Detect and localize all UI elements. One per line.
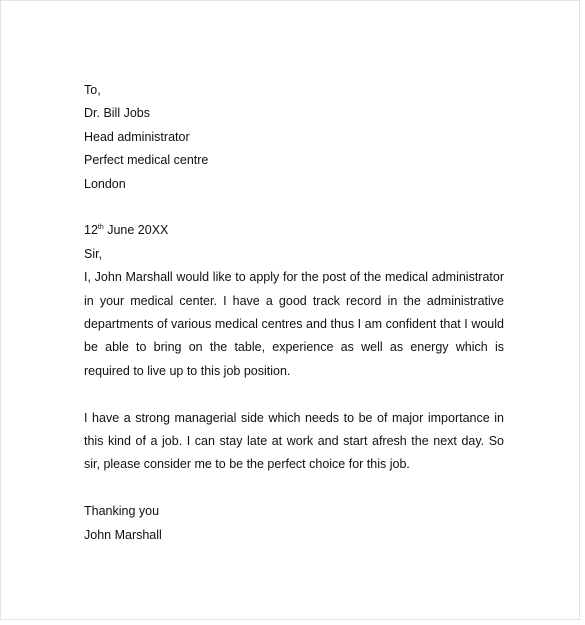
letter-date xyxy=(84,219,504,242)
signature: John Marshall xyxy=(84,527,162,542)
greeting: Sir, xyxy=(84,246,103,261)
body-paragraph-1 xyxy=(84,266,504,383)
spacer xyxy=(84,477,504,500)
salutation-to: To, xyxy=(84,83,101,97)
body-paragraph-text: I, John Marshall would like to apply for the post of the medical administrator in your medical center. I have a good track record in the administrative departments of various medical centres and thus I am confident that I would be able to bring on the table, experience as well as energy which is required to live up to this job position. xyxy=(84,270,504,378)
date-rest: June 20XX xyxy=(103,223,169,238)
spacer xyxy=(84,383,504,406)
recipient-title: Head administrator xyxy=(84,129,190,144)
body-paragraph-2 xyxy=(84,407,504,477)
date-suffix: th xyxy=(97,224,104,232)
spacer xyxy=(84,196,504,219)
closing: Thanking you xyxy=(84,504,160,519)
body-paragraph-text: I have a strong managerial side which needs to be of major importance in this kind of a job. I can stay late at work and start afresh the next day. So sir, please consider me to be the perfect choice for this job. xyxy=(84,410,504,472)
recipient-organization: Perfect medical centre xyxy=(84,153,209,168)
date-day: 12 xyxy=(84,223,98,238)
recipient-name: Dr. Bill Jobs xyxy=(84,106,150,121)
letter-content xyxy=(84,79,504,547)
recipient-city: London xyxy=(84,176,126,191)
